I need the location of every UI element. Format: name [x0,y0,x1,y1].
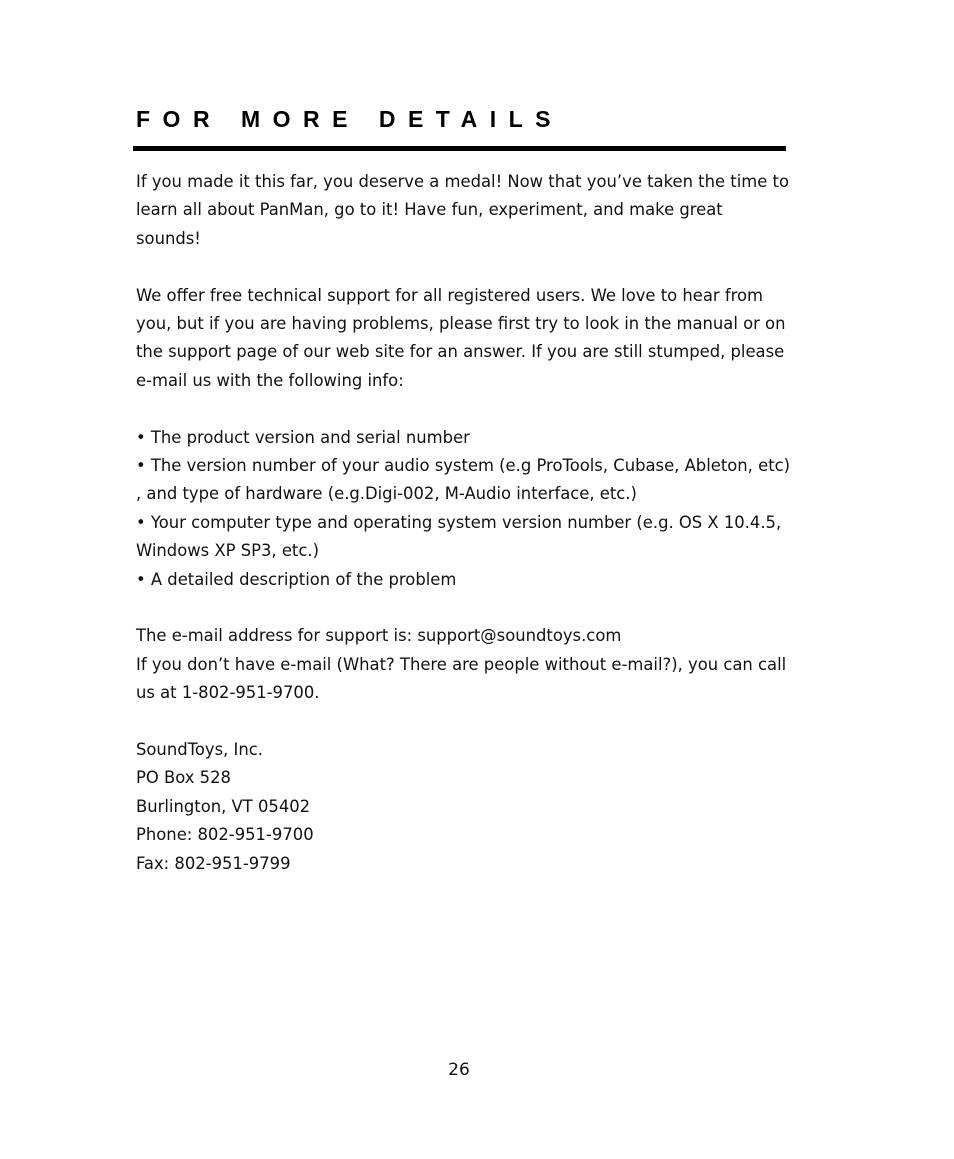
info-item-computer-type: • Your computer type and operating system version number (e.g. OS X 10.4.5, Windows XP SP3, etc.) [136,512,782,561]
paragraph-gap [136,594,791,622]
city-line: Burlington, VT 05402 [136,796,311,816]
phone-number: Phone: 802-951-9700 [136,825,314,845]
paragraph-gap [136,395,791,423]
po-box: PO Box 528 [136,768,231,788]
info-list [136,424,791,594]
support-paragraph: We offer free technical support for all registered users. We love to hear from you, but if you are having problems, please first try to look in the manual or on the support page of our web site for an answer. If you are still stumped, please e-mail us with the following info: [136,285,786,390]
section-heading: FOR MORE DETAILS [136,106,564,132]
info-item-problem-description: • A detailed description of the problem [136,569,457,589]
support-email-line: The e-mail address for support is: support@soundtoys.com [136,626,622,646]
fax-number: Fax: 802-951-9799 [136,853,291,873]
intro-paragraph: If you made it this far, you deserve a medal! Now that you’ve taken the time to learn all about PanMan, go to it! Have fun, experiment, and make great sounds! [136,172,789,248]
info-item-audio-system: • The version number of your audio system (e.g ProTools, Cubase, Ableton, etc) , and type of hardware (e.g.Digi-002, M-Audio interface, etc.) [136,456,791,504]
support-phone-line: If you don’t have e-mail (What? There are people without e-mail?), you can call us at 1-802-951-9700. [136,654,787,703]
company-address [136,736,791,878]
paragraph-gap [136,708,791,736]
company-name: SoundToys, Inc. [136,740,263,760]
info-item-product-version: • The product version and serial number [136,427,470,447]
page-content [136,168,791,878]
page-number: 26 [448,1060,470,1080]
heading-rule [133,146,786,151]
paragraph-gap [136,253,791,281]
